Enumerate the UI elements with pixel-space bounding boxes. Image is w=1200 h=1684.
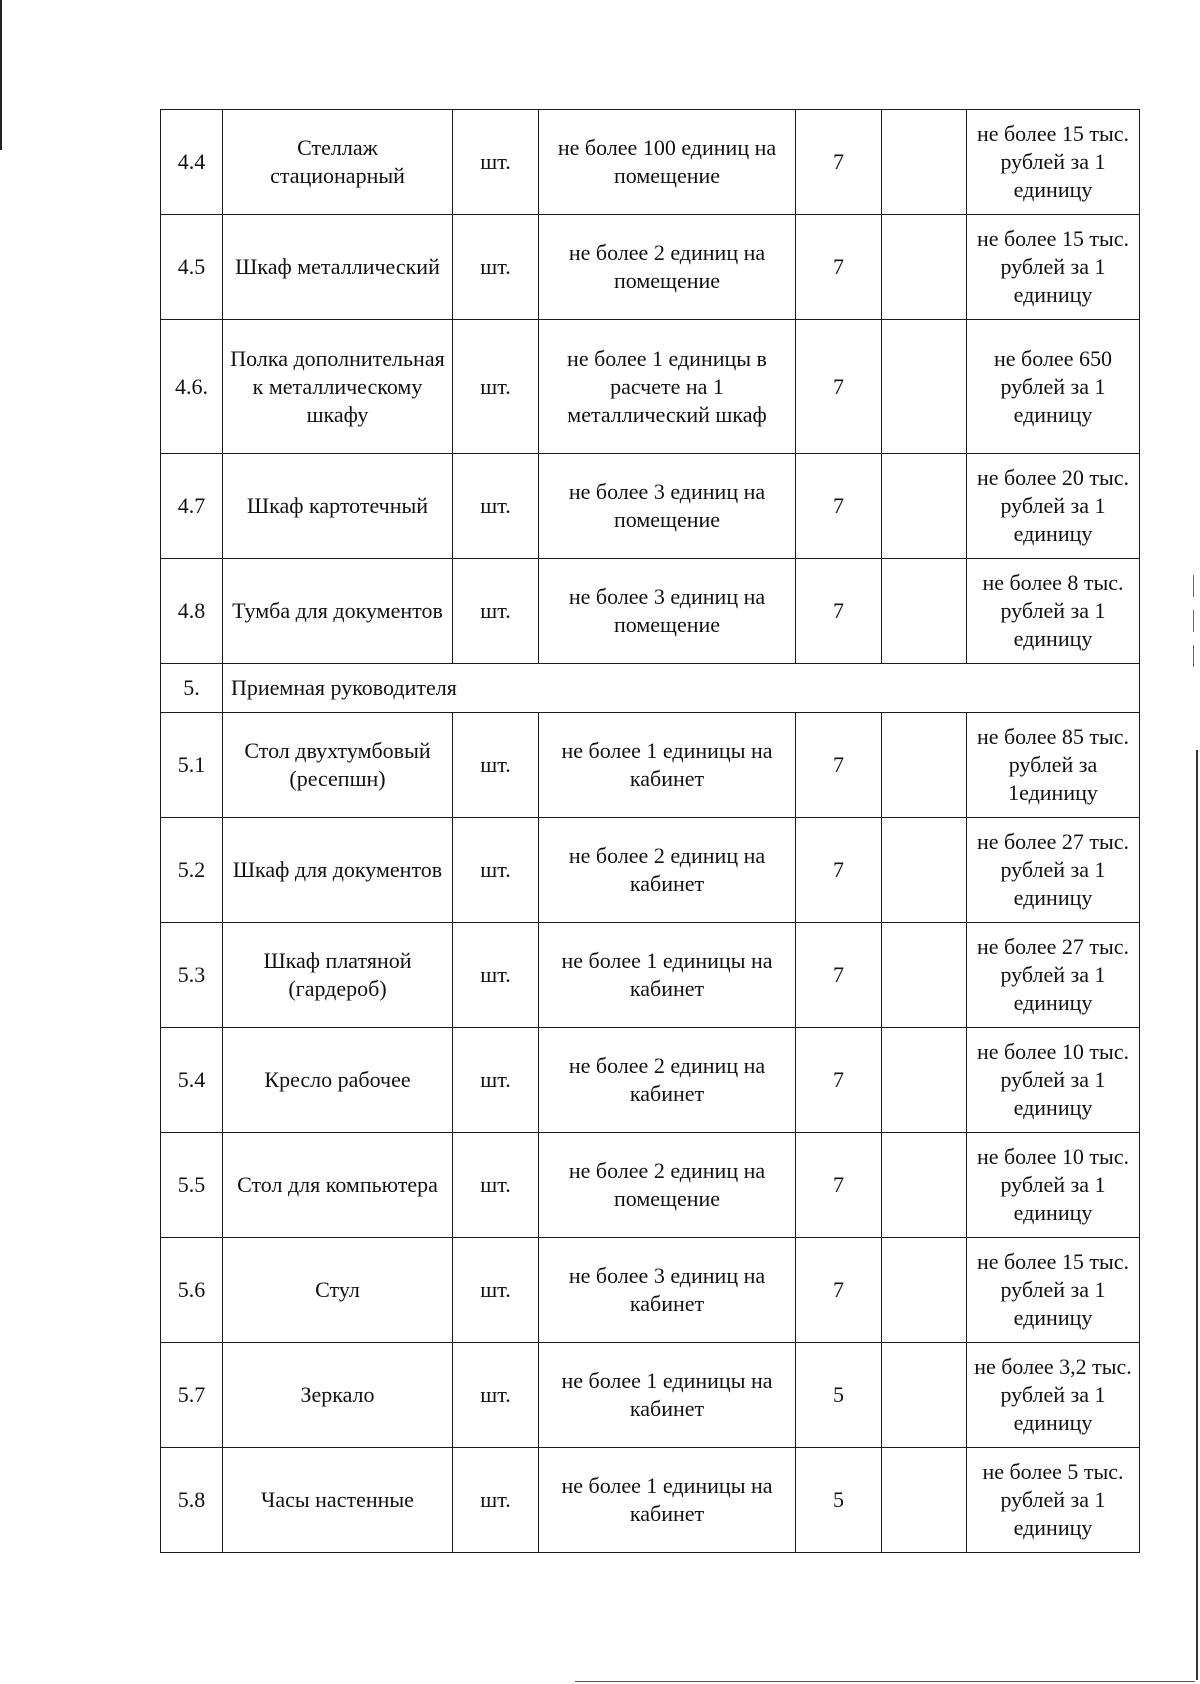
table-row xyxy=(161,713,1140,818)
table-row xyxy=(161,1238,1140,1343)
item-unit: шт. xyxy=(453,1448,539,1553)
item-price: не более 27 тыс. рублей за 1 единицу xyxy=(967,923,1140,1028)
item-quantity: не более 1 единицы на кабинет xyxy=(539,1448,796,1553)
item-name: Стол двухтумбовый (ресепшн) xyxy=(223,713,453,818)
norms-table xyxy=(160,109,1140,1553)
scan-dash-mark xyxy=(1193,575,1194,597)
document-page xyxy=(160,109,1139,1553)
item-service-years: 5 xyxy=(796,1343,882,1448)
table-row xyxy=(161,1133,1140,1238)
item-service-years: 7 xyxy=(796,1238,882,1343)
item-name: Полка дополнительная к металлическому шкафу xyxy=(223,320,453,454)
item-unit: шт. xyxy=(453,1133,539,1238)
item-empty-cell xyxy=(882,110,967,215)
item-name: Часы настенные xyxy=(223,1448,453,1553)
item-number: 5.7 xyxy=(161,1343,223,1448)
item-number: 5.6 xyxy=(161,1238,223,1343)
item-service-years: 7 xyxy=(796,454,882,559)
item-price: не более 10 тыс. рублей за 1 единицу xyxy=(967,1028,1140,1133)
item-price: не более 15 тыс. рублей за 1 единицу xyxy=(967,110,1140,215)
item-number: 4.7 xyxy=(161,454,223,559)
item-unit: шт. xyxy=(453,215,539,320)
item-empty-cell xyxy=(882,1343,967,1448)
item-quantity: не более 2 единиц на кабинет xyxy=(539,1028,796,1133)
item-empty-cell xyxy=(882,320,967,454)
item-number: 5.5 xyxy=(161,1133,223,1238)
item-service-years: 7 xyxy=(796,110,882,215)
item-empty-cell xyxy=(882,559,967,664)
item-quantity: не более 1 единицы на кабинет xyxy=(539,923,796,1028)
item-service-years: 5 xyxy=(796,1448,882,1553)
table-row xyxy=(161,215,1140,320)
scan-dash-mark xyxy=(1193,610,1194,632)
item-price: не более 15 тыс. рублей за 1 единицу xyxy=(967,215,1140,320)
item-price: не более 10 тыс. рублей за 1 единицу xyxy=(967,1133,1140,1238)
item-number: 5.4 xyxy=(161,1028,223,1133)
item-quantity: не более 2 единиц на кабинет xyxy=(539,818,796,923)
item-unit: шт. xyxy=(453,818,539,923)
item-empty-cell xyxy=(882,215,967,320)
item-name: Зеркало xyxy=(223,1343,453,1448)
scan-edge-mark xyxy=(1196,750,1198,1680)
item-quantity: не более 3 единиц на помещение xyxy=(539,559,796,664)
item-price: не более 20 тыс. рублей за 1 единицу xyxy=(967,454,1140,559)
item-name: Шкаф металлический xyxy=(223,215,453,320)
section-row xyxy=(161,664,1140,713)
item-price: не более 3,2 тыс. рублей за 1 единицу xyxy=(967,1343,1140,1448)
item-number: 5.3 xyxy=(161,923,223,1028)
item-unit: шт. xyxy=(453,1238,539,1343)
item-price: не более 8 тыс. рублей за 1 единицу xyxy=(967,559,1140,664)
item-name: Стеллаж стационарный xyxy=(223,110,453,215)
item-number: 4.8 xyxy=(161,559,223,664)
table-row xyxy=(161,1343,1140,1448)
item-empty-cell xyxy=(882,1028,967,1133)
item-unit: шт. xyxy=(453,713,539,818)
table-row xyxy=(161,1028,1140,1133)
item-empty-cell xyxy=(882,923,967,1028)
table-row xyxy=(161,454,1140,559)
item-name: Стол для компьютера xyxy=(223,1133,453,1238)
item-price: не более 27 тыс. рублей за 1 единицу xyxy=(967,818,1140,923)
item-empty-cell xyxy=(882,818,967,923)
item-unit: шт. xyxy=(453,923,539,1028)
item-quantity: не более 2 единиц на помещение xyxy=(539,1133,796,1238)
item-unit: шт. xyxy=(453,110,539,215)
item-service-years: 7 xyxy=(796,559,882,664)
table-row xyxy=(161,559,1140,664)
item-price: не более 15 тыс. рублей за 1 единицу xyxy=(967,1238,1140,1343)
item-name: Шкаф для документов xyxy=(223,818,453,923)
item-empty-cell xyxy=(882,713,967,818)
item-service-years: 7 xyxy=(796,1028,882,1133)
item-service-years: 7 xyxy=(796,713,882,818)
item-number: 5.2 xyxy=(161,818,223,923)
item-service-years: 7 xyxy=(796,818,882,923)
table-row xyxy=(161,1448,1140,1553)
item-name: Кресло рабочее xyxy=(223,1028,453,1133)
table-row xyxy=(161,110,1140,215)
item-unit: шт. xyxy=(453,1028,539,1133)
item-empty-cell xyxy=(882,454,967,559)
item-quantity: не более 1 единицы на кабинет xyxy=(539,713,796,818)
item-quantity: не более 2 единиц на помещение xyxy=(539,215,796,320)
item-number: 5.8 xyxy=(161,1448,223,1553)
item-name: Тумба для документов xyxy=(223,559,453,664)
section-title: Приемная руководителя xyxy=(223,664,1140,713)
item-service-years: 7 xyxy=(796,320,882,454)
item-number: 4.6. xyxy=(161,320,223,454)
item-empty-cell xyxy=(882,1133,967,1238)
item-service-years: 7 xyxy=(796,923,882,1028)
item-unit: шт. xyxy=(453,454,539,559)
item-empty-cell xyxy=(882,1448,967,1553)
scan-edge-mark xyxy=(0,0,2,150)
table-row xyxy=(161,923,1140,1028)
item-quantity: не более 1 единицы на кабинет xyxy=(539,1343,796,1448)
item-price: не более 85 тыс. рублей за 1единицу xyxy=(967,713,1140,818)
item-unit: шт. xyxy=(453,1343,539,1448)
item-name: Шкаф платяной (гардероб) xyxy=(223,923,453,1028)
table-row xyxy=(161,818,1140,923)
scan-edge-mark xyxy=(575,1681,1195,1682)
table-row xyxy=(161,320,1140,454)
item-unit: шт. xyxy=(453,559,539,664)
item-service-years: 7 xyxy=(796,215,882,320)
scan-dash-mark xyxy=(1193,645,1194,667)
section-number: 5. xyxy=(161,664,223,713)
item-service-years: 7 xyxy=(796,1133,882,1238)
item-number: 5.1 xyxy=(161,713,223,818)
item-empty-cell xyxy=(882,1238,967,1343)
item-name: Шкаф картотечный xyxy=(223,454,453,559)
item-quantity: не более 3 единиц на помещение xyxy=(539,454,796,559)
item-quantity: не более 100 единиц на помещение xyxy=(539,110,796,215)
item-quantity: не более 1 единицы в расчете на 1 металлический шкаф xyxy=(539,320,796,454)
item-quantity: не более 3 единиц на кабинет xyxy=(539,1238,796,1343)
item-number: 4.4 xyxy=(161,110,223,215)
item-number: 4.5 xyxy=(161,215,223,320)
item-price: не более 5 тыс. рублей за 1 единицу xyxy=(967,1448,1140,1553)
item-price: не более 650 рублей за 1 единицу xyxy=(967,320,1140,454)
item-name: Стул xyxy=(223,1238,453,1343)
item-unit: шт. xyxy=(453,320,539,454)
